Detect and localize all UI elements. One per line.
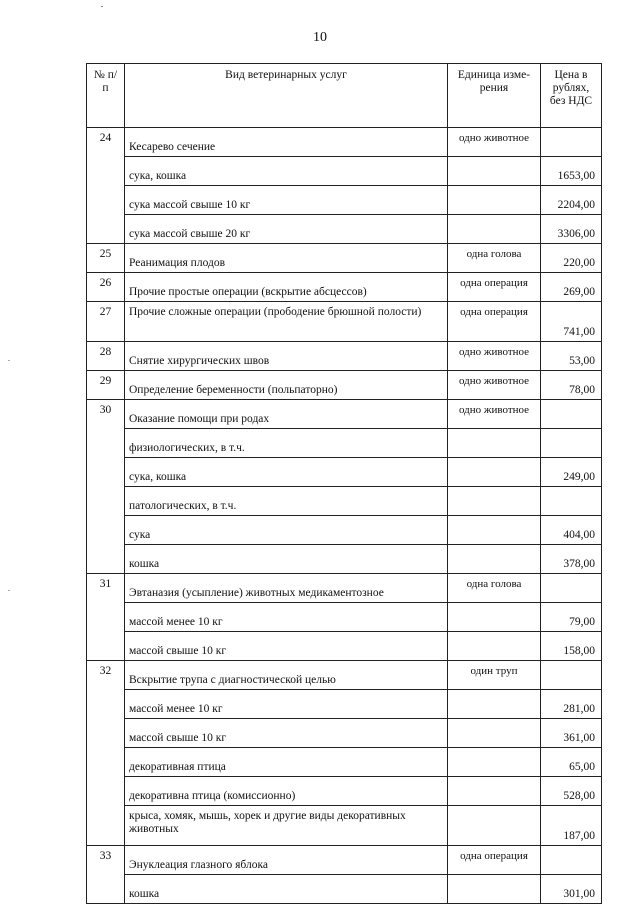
price-cell: 301,00 — [541, 875, 602, 904]
unit-cell: одна голова — [448, 574, 541, 603]
price-cell: 65,00 — [541, 748, 602, 777]
price-cell: 249,00 — [541, 458, 602, 487]
service-cell: массой менее 10 кг — [125, 690, 448, 719]
row-number: 29 — [87, 371, 125, 400]
table-row — [87, 400, 602, 429]
price-cell: 53,00 — [541, 342, 602, 371]
table-row — [87, 875, 602, 904]
row-number: 30 — [87, 400, 125, 574]
service-cell: массой менее 10 кг — [125, 603, 448, 632]
table-row — [87, 574, 602, 603]
service-cell: физиологических, в т.ч. — [125, 429, 448, 458]
table-row — [87, 128, 602, 157]
price-cell — [541, 574, 602, 603]
service-cell: Энуклеация глазного яблока — [125, 846, 448, 875]
service-cell: декоративная птица — [125, 748, 448, 777]
price-table — [86, 63, 602, 904]
unit-cell: одно животное — [448, 128, 541, 157]
unit-cell — [448, 186, 541, 215]
service-cell: кошка — [125, 875, 448, 904]
scan-speck — [101, 6, 103, 7]
unit-cell — [448, 516, 541, 545]
table-row — [87, 302, 602, 342]
table-row — [87, 458, 602, 487]
price-cell: 2204,00 — [541, 186, 602, 215]
scan-speck — [8, 590, 10, 591]
unit-cell — [448, 458, 541, 487]
table-row — [87, 748, 602, 777]
unit-cell — [448, 719, 541, 748]
price-cell — [541, 400, 602, 429]
page-number: 10 — [313, 30, 327, 45]
service-cell: кошка — [125, 545, 448, 574]
table-row — [87, 371, 602, 400]
price-cell: 281,00 — [541, 690, 602, 719]
table-row — [87, 661, 602, 690]
price-cell: 528,00 — [541, 777, 602, 806]
price-cell: 741,00 — [541, 302, 602, 342]
unit-cell: одно животное — [448, 342, 541, 371]
service-cell: Прочие простые операции (вскрытие абсцессов) — [125, 273, 448, 302]
price-cell: 378,00 — [541, 545, 602, 574]
header-service: Вид ветеринарных услуг — [125, 64, 448, 128]
header-unit: Единица изме-рения — [448, 64, 541, 128]
table-header-row — [87, 64, 602, 128]
unit-cell — [448, 157, 541, 186]
table-row — [87, 545, 602, 574]
table-row — [87, 516, 602, 545]
row-number: 33 — [87, 846, 125, 904]
unit-cell: одно животное — [448, 371, 541, 400]
unit-cell: одна голова — [448, 244, 541, 273]
row-number: 27 — [87, 302, 125, 342]
unit-cell — [448, 215, 541, 244]
service-cell: Снятие хирургических швов — [125, 342, 448, 371]
unit-cell — [448, 487, 541, 516]
price-cell: 269,00 — [541, 273, 602, 302]
scan-speck — [8, 360, 10, 361]
service-cell: Оказание помощи при родах — [125, 400, 448, 429]
price-cell — [541, 661, 602, 690]
service-cell: Эвтаназия (усыпление) животных медикаментозное — [125, 574, 448, 603]
table-row — [87, 157, 602, 186]
service-cell: сука, кошка — [125, 157, 448, 186]
unit-cell: один труп — [448, 661, 541, 690]
service-cell: декоративна птица (комиссионно) — [125, 777, 448, 806]
unit-cell: одна операция — [448, 302, 541, 342]
unit-cell: одна операция — [448, 273, 541, 302]
price-cell — [541, 128, 602, 157]
unit-cell — [448, 545, 541, 574]
unit-cell — [448, 875, 541, 904]
price-cell: 158,00 — [541, 632, 602, 661]
unit-cell — [448, 690, 541, 719]
price-cell: 3306,00 — [541, 215, 602, 244]
price-cell: 220,00 — [541, 244, 602, 273]
table-row — [87, 603, 602, 632]
price-cell — [541, 429, 602, 458]
table-row — [87, 632, 602, 661]
service-cell: Определение беременности (польпаторно) — [125, 371, 448, 400]
unit-cell — [448, 806, 541, 846]
price-cell: 187,00 — [541, 806, 602, 846]
row-number: 24 — [87, 128, 125, 244]
service-cell: массой свыше 10 кг — [125, 719, 448, 748]
service-cell: сука массой свыше 20 кг — [125, 215, 448, 244]
price-cell — [541, 846, 602, 875]
unit-cell: одно животное — [448, 400, 541, 429]
service-cell: сука — [125, 516, 448, 545]
table-row — [87, 342, 602, 371]
table-row — [87, 806, 602, 846]
row-number: 25 — [87, 244, 125, 273]
row-number: 26 — [87, 273, 125, 302]
table-row — [87, 846, 602, 875]
price-cell: 79,00 — [541, 603, 602, 632]
table-row — [87, 719, 602, 748]
service-cell: сука массой свыше 10 кг — [125, 186, 448, 215]
unit-cell — [448, 777, 541, 806]
header-price: Цена в рублях, без НДС — [541, 64, 602, 128]
service-cell: Вскрытие трупа с диагностической целью — [125, 661, 448, 690]
service-cell: массой свыше 10 кг — [125, 632, 448, 661]
table-row — [87, 690, 602, 719]
table-row — [87, 244, 602, 273]
service-cell: патологических, в т.ч. — [125, 487, 448, 516]
header-num: № п/п — [87, 64, 125, 128]
table-row — [87, 186, 602, 215]
table-row — [87, 273, 602, 302]
unit-cell — [448, 429, 541, 458]
table-row — [87, 215, 602, 244]
unit-cell — [448, 603, 541, 632]
price-cell: 404,00 — [541, 516, 602, 545]
service-cell: Кесарево сечение — [125, 128, 448, 157]
price-cell: 361,00 — [541, 719, 602, 748]
service-cell: Прочие сложные операции (прободение брюшной полости) — [125, 302, 448, 342]
service-cell: крыса, хомяк, мышь, хорек и другие виды декоративных животных — [125, 806, 448, 846]
price-cell: 78,00 — [541, 371, 602, 400]
service-cell: Реанимация плодов — [125, 244, 448, 273]
table-row — [87, 487, 602, 516]
unit-cell — [448, 748, 541, 777]
unit-cell — [448, 632, 541, 661]
row-number: 28 — [87, 342, 125, 371]
price-cell: 1653,00 — [541, 157, 602, 186]
table-row — [87, 777, 602, 806]
table-body — [87, 128, 602, 904]
row-number: 32 — [87, 661, 125, 846]
row-number: 31 — [87, 574, 125, 661]
price-cell — [541, 487, 602, 516]
table-row — [87, 429, 602, 458]
service-cell: сука, кошка — [125, 458, 448, 487]
unit-cell: одна операция — [448, 846, 541, 875]
